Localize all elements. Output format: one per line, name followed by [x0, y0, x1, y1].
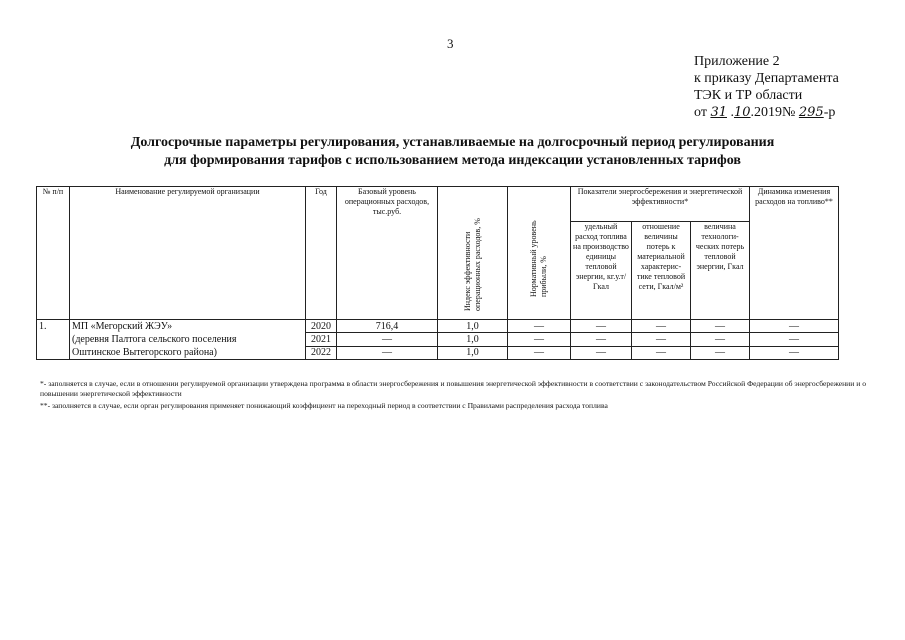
- index-cell: 1,0: [438, 346, 508, 359]
- profit-cell: —: [508, 346, 571, 359]
- profit-cell: —: [508, 320, 571, 333]
- page-number: 3: [447, 36, 454, 51]
- appendix-line-3: ТЭК и ТР области: [694, 88, 803, 103]
- tech-cell: —: [691, 333, 750, 346]
- header-num: № п/п: [37, 187, 70, 320]
- year-cell: 2021: [306, 333, 337, 346]
- dyn-cell: —: [750, 346, 839, 359]
- document-title: [0, 134, 905, 170]
- index-cell: 1,0: [438, 320, 508, 333]
- header-base: Базовый уровень операционных расходов, тыс.руб.: [337, 187, 438, 320]
- handwritten-day: 31: [710, 105, 727, 120]
- loss-cell: —: [632, 333, 691, 346]
- fuel-cell: —: [571, 333, 632, 346]
- header-index: Индекс эффективности операционных расходов, %: [438, 187, 508, 320]
- base-cell: —: [337, 346, 438, 359]
- loss-cell: —: [632, 320, 691, 333]
- appendix-date-line: от 31 .10.2019№ 295-р: [694, 105, 836, 120]
- fuel-cell: —: [571, 320, 632, 333]
- header-profit: Нормативный уровень прибыли, %: [508, 187, 571, 320]
- year-cell: 2020: [306, 320, 337, 333]
- index-cell: 1,0: [438, 333, 508, 346]
- title-line-1: Долгосрочные параметры регулирования, устанавливаемые на долгосрочный период регулирования: [130, 135, 775, 150]
- footnotes: [40, 379, 866, 413]
- header-energy-group: Показатели энергосбережения и энергетической эффективности*: [571, 187, 750, 222]
- tech-cell: —: [691, 320, 750, 333]
- order-suffix: -р: [823, 105, 836, 120]
- dyn-cell: —: [750, 333, 839, 346]
- table-row: [37, 320, 839, 333]
- profit-cell: —: [508, 333, 571, 346]
- footnote-2: **- заполняется в случае, если орган регулирования применяет понижающий коэффициент на переходный период в соответствии с Правилами распределения расхода топлива: [40, 401, 608, 410]
- header-loss-ratio: отношение величины потерь к материальной характерис-тике тепловой сети, Гкал/м²: [632, 222, 691, 320]
- header-org: Наименование регулируемой организации: [70, 187, 306, 320]
- handwritten-month: 10: [733, 105, 751, 120]
- year-cell: 2022: [306, 346, 337, 359]
- appendix-line-2: к приказу Департамента: [694, 71, 839, 86]
- org-name: МП «Мегорский ЖЭУ» (деревня Палтога сельского поселения Оштинское Вытегорского района): [70, 320, 306, 360]
- header-tech-loss: величина технологи-ческих потерь тепловой энергии, Гкал: [691, 222, 750, 320]
- header-dynamics: Динамика изменения расходов на топливо**: [750, 187, 839, 320]
- date-year: .2019№: [750, 105, 796, 120]
- base-cell: —: [337, 333, 438, 346]
- appendix-block: [694, 53, 839, 121]
- dyn-cell: —: [750, 320, 839, 333]
- header-fuel: удельный расход топлива на производство единицы тепловой энергии, кг.у.т/Гкал: [571, 222, 632, 320]
- appendix-line-1: Приложение 2: [694, 54, 780, 69]
- title-line-2: для формирования тарифов с использованием метода индексации установленных тарифов: [164, 153, 741, 168]
- tech-cell: —: [691, 346, 750, 359]
- footnote-1: *- заполняется в случае, если в отношении регулируемой организации утверждена программа в области энергосбережения и повышения энергетической эффективности в соответствии с законодательством Российской Федерации об энергосбережении и о повышении энергетической эффективности: [40, 379, 866, 398]
- base-cell: 716,4: [337, 320, 438, 333]
- fuel-cell: —: [571, 346, 632, 359]
- handwritten-order-number: 295: [798, 105, 824, 120]
- date-prefix: от: [694, 105, 707, 120]
- header-year: Год: [306, 187, 337, 320]
- loss-cell: —: [632, 346, 691, 359]
- parameters-table: [36, 186, 839, 360]
- org-number: 1.: [37, 320, 70, 360]
